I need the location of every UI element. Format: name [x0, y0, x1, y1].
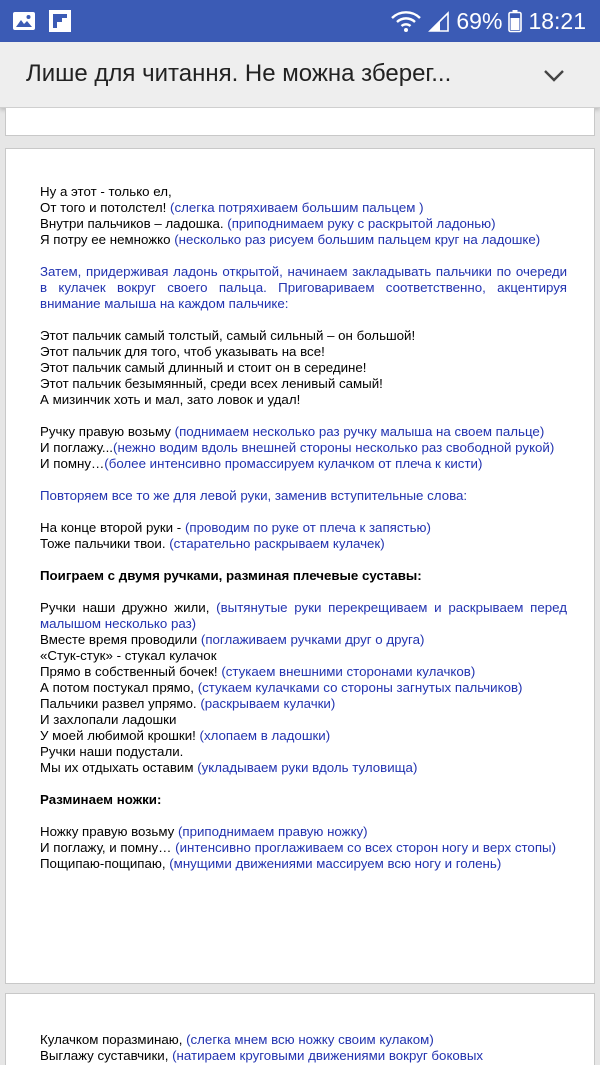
rhyme-text: А мизинчик хоть и мал, зато ловок и удал!	[40, 392, 301, 407]
text-paragraph	[40, 1032, 567, 1048]
flipboard-notification-icon	[48, 9, 72, 33]
rhyme-text: Вместе время проводили	[40, 632, 201, 647]
instruction-text: (слегка потряхиваем большим пальцем )	[170, 200, 424, 215]
instruction-text: Повторяем все то же для левой руки, заменив вступительные слова:	[40, 488, 468, 503]
section-heading: Поиграем с двумя ручками, разминая плечевые суставы:	[40, 568, 422, 583]
text-paragraph	[40, 328, 567, 344]
text-paragraph	[40, 856, 567, 872]
page-content	[40, 184, 567, 872]
text-paragraph	[40, 744, 567, 760]
rhyme-text: У моей любимой крошки!	[40, 728, 200, 743]
instruction-text: (вытянутые руки перекрещиваем и раскрываем перед малышом несколько раз)	[40, 600, 567, 631]
text-paragraph	[40, 376, 567, 392]
text-paragraph	[40, 712, 567, 728]
text-paragraph	[40, 600, 567, 632]
text-paragraph	[40, 424, 567, 440]
rhyme-text: Пощипаю-пощипаю,	[40, 856, 170, 871]
instruction-text: (натираем круговыми движениями вокруг боковых	[172, 1048, 484, 1063]
text-paragraph	[40, 664, 567, 680]
battery-icon	[508, 9, 522, 33]
rhyme-text: Внутри пальчиков – ладошка.	[40, 216, 228, 231]
instruction-text: (приподнимаем правую ножку)	[177, 824, 368, 839]
section-heading: Разминаем ножки:	[40, 792, 162, 807]
text-paragraph	[40, 824, 567, 840]
instruction-text: (поднимаем несколько раз ручку малыша на своем пальце)	[174, 424, 545, 439]
clock: 18:21	[528, 7, 586, 34]
text-paragraph	[40, 440, 567, 456]
signal-strength-icon	[428, 9, 450, 33]
instruction-text: (приподнимаем руку с раскрытой ладонью)	[227, 216, 496, 231]
rhyme-text: А потом постукал прямо,	[40, 680, 198, 695]
document-page	[5, 148, 595, 984]
rhyme-text: Ножку правую возьму	[40, 824, 178, 839]
paragraph-spacer	[40, 504, 567, 520]
rhyme-text: Выглажу суставчики,	[40, 1048, 173, 1063]
instruction-text: (мнущими движениями массируем всю ногу и голень)	[169, 856, 502, 871]
previous-page	[5, 108, 595, 136]
rhyme-text: Этот пальчик безымянный, среди всех ленивый самый!	[40, 376, 383, 391]
document-title: Лише для читання. Не можна зберег...	[26, 60, 452, 87]
text-paragraph	[40, 200, 567, 216]
rhyme-text: И помну…	[40, 456, 105, 471]
rhyme-text: Этот пальчик для того, чтоб указывать на все!	[40, 344, 325, 359]
instruction-text: Затем, придерживая ладонь открытой, начинаем закладывать пальчики по очереди в кулачек вокруг своего пальца. Приговариваем соответственно, акцентируя внимание малыша на каждом пальчике:	[40, 264, 567, 311]
rhyme-text: Прямо в собственный бочек!	[40, 664, 222, 679]
text-paragraph	[40, 696, 567, 712]
rhyme-text: Мы их отдыхать оставим	[40, 760, 198, 775]
text-paragraph	[40, 568, 567, 584]
rhyme-text: Ну а этот - только ел,	[40, 184, 172, 199]
paragraph-spacer	[40, 776, 567, 792]
rhyme-text: Я потру ее немножко	[40, 232, 175, 247]
text-paragraph	[40, 792, 567, 808]
paragraph-spacer	[40, 552, 567, 568]
text-paragraph	[40, 392, 567, 408]
document-header	[0, 42, 600, 108]
text-paragraph	[40, 840, 567, 856]
text-paragraph	[40, 488, 567, 504]
rhyme-text: И поглажу...	[40, 440, 114, 455]
text-paragraph	[40, 536, 567, 552]
text-paragraph	[40, 648, 567, 664]
rhyme-text: «Стук-стук» - стукал кулачок	[40, 648, 217, 663]
instruction-text: (проводим по руке от плеча к запястью)	[184, 520, 431, 535]
instruction-text: (несколько раз рисуем большим пальцем круг на ладошке)	[174, 232, 541, 247]
collapse-header-button[interactable]	[536, 62, 572, 90]
paragraph-spacer	[40, 472, 567, 488]
instruction-text: (поглаживаем ручками друг о друга)	[200, 632, 425, 647]
instruction-text: (стукаем кулачками со стороны загнутых пальчиков)	[197, 680, 523, 695]
text-paragraph	[40, 344, 567, 360]
status-bar	[0, 0, 600, 42]
text-paragraph	[40, 728, 567, 744]
rhyme-text: Ручки наши подустали.	[40, 744, 184, 759]
rhyme-text: Ручки наши дружно жили,	[40, 600, 217, 615]
battery-percent: 69%	[456, 7, 503, 34]
paragraph-spacer	[40, 584, 567, 600]
rhyme-text: На конце второй руки -	[40, 520, 185, 535]
text-paragraph	[40, 632, 567, 648]
rhyme-text: Тоже пальчики твои.	[40, 536, 170, 551]
chevron-down-icon	[543, 69, 565, 83]
text-paragraph	[40, 360, 567, 376]
page-content	[40, 1032, 567, 1064]
text-paragraph	[40, 520, 567, 536]
paragraph-spacer	[40, 312, 567, 328]
next-page	[5, 993, 595, 1065]
paragraph-spacer	[40, 408, 567, 424]
rhyme-text: И поглажу, и помну…	[40, 840, 176, 855]
instruction-text: (хлопаем в ладошки)	[199, 728, 331, 743]
instruction-text: (укладываем руки вдоль туловища)	[197, 760, 418, 775]
text-paragraph	[40, 680, 567, 696]
text-paragraph	[40, 1048, 567, 1064]
text-paragraph	[40, 456, 567, 472]
instruction-text: (нежно водим вдоль внешней стороны несколько раз свободной рукой)	[113, 440, 555, 455]
rhyme-text: От того и потолстел!	[40, 200, 171, 215]
text-paragraph	[40, 232, 567, 248]
rhyme-text: Этот пальчик самый длинный и стоит он в середине!	[40, 360, 367, 375]
rhyme-text: Этот пальчик самый толстый, самый сильный – он большой!	[40, 328, 416, 343]
paragraph-spacer	[40, 248, 567, 264]
rhyme-text: Ручку правую возьму	[40, 424, 175, 439]
rhyme-text: Пальчики развел упрямо.	[40, 696, 201, 711]
wifi-icon	[390, 9, 422, 33]
instruction-text: (более интенсивно промассируем кулачком от плеча к кисти)	[104, 456, 483, 471]
text-paragraph	[40, 760, 567, 776]
text-paragraph	[40, 264, 567, 312]
instruction-text: (старательно раскрываем кулачек)	[169, 536, 385, 551]
instruction-text: (раскрываем кулачки)	[200, 696, 336, 711]
instruction-text: (интенсивно проглаживаем со всех сторон ногу и верх стопы)	[175, 840, 556, 855]
rhyme-text: И захлопали ладошки	[40, 712, 177, 727]
rhyme-text: Кулачком поразминаю,	[40, 1032, 187, 1047]
text-paragraph	[40, 184, 567, 200]
instruction-text: (слегка мнем всю ножку своим кулаком)	[186, 1032, 434, 1047]
instruction-text: (стукаем внешними сторонами кулачков)	[221, 664, 476, 679]
gallery-notification-icon	[12, 9, 36, 33]
text-paragraph	[40, 216, 567, 232]
paragraph-spacer	[40, 808, 567, 824]
